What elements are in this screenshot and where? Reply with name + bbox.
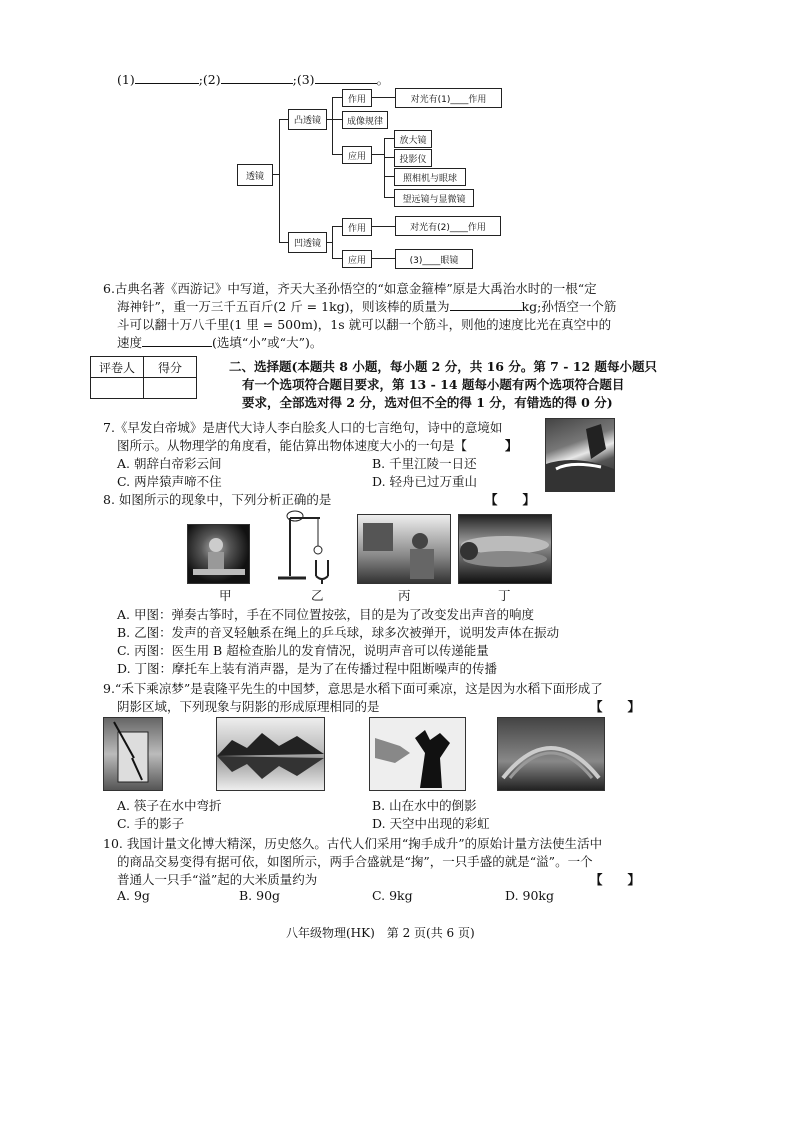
q10-option-c[interactable]: C. 9kg	[372, 888, 413, 903]
q6-line-2: 海神针”，重一万三千五百斤(2 斤 = 1kg)，则该棒的质量为 kg;孙悟空一个筋	[117, 299, 617, 314]
q9-line-1: 9.“禾下乘凉梦”是袁隆平先生的中国梦，意思是水稻下面可乘凉，这是因为水稻下面形成了	[103, 681, 603, 696]
q8-option-c[interactable]: C. 丙图：医生用 B 超检查胎儿的发育情况，说明声音可以传递能量	[117, 643, 489, 658]
q8-ultrasound-photo	[357, 514, 451, 584]
q10-line-1: 10. 我国计量文化博大精深，历史悠久。古代人们采用“掬手成升”的原始计量方法使生活中	[103, 836, 603, 851]
q7-boat-river-photo	[545, 418, 615, 492]
q10-answer-bracket[interactable]: 【 】	[590, 872, 641, 887]
score-cell[interactable]	[144, 378, 197, 399]
node-convex-imaging: 成像规律	[342, 111, 388, 129]
q8-label-bing: 丙	[398, 588, 411, 603]
q9-option-d[interactable]: D. 天空中出现的彩虹	[372, 816, 490, 831]
grader-label: 评卷人	[91, 357, 144, 378]
node-concave-lens: 凹透镜	[288, 232, 327, 253]
node-concave-effect-detail: 对光有(2)____作用	[395, 216, 501, 236]
blank-label-1: (1)	[117, 72, 135, 87]
q8-option-b[interactable]: B. 乙图：发声的音叉轻触系在绳上的乒乓球，球多次被弹开，说明发声体在振动	[117, 625, 560, 640]
node-convex-effect-detail: 对光有(1)____作用	[395, 88, 502, 108]
q10-line-3: 普通人一只手“溢”起的大米质量约为	[117, 872, 318, 887]
node-convex-apply: 应用	[342, 146, 372, 164]
node-app-telescope-microscope: 望远镜与显微镜	[394, 189, 474, 207]
node-concave-effect: 作用	[342, 218, 372, 236]
q8-stem: 8. 如图所示的现象中，下列分析正确的是	[103, 492, 332, 507]
node-concave-apply-detail: (3)____眼镜	[395, 249, 473, 269]
q9-chopstick-photo	[103, 717, 163, 791]
q10-option-d[interactable]: D. 90kg	[505, 888, 555, 903]
q6-answer-blank-2[interactable]	[142, 334, 212, 347]
node-concave-apply: 应用	[342, 250, 372, 268]
q9-option-c[interactable]: C. 手的影子	[117, 816, 185, 831]
blank-label-3: ;(3)	[292, 72, 315, 87]
score-label: 得分	[144, 357, 197, 378]
q6-line-4: 速度 (选填“小”或“大”)。	[117, 335, 323, 350]
q5-blanks-line: (1) ;(2) ;(3) 。	[117, 72, 390, 87]
answer-blank-1[interactable]	[135, 71, 199, 84]
section2-heading-line-2: 有一个选项符合题目要求，第 13 - 14 题每小题有两个选项符合题目	[242, 377, 625, 392]
q9-hand-shadow-photo	[369, 717, 466, 791]
grader-cell[interactable]	[91, 378, 144, 399]
q8-answer-bracket[interactable]: 【 】	[485, 492, 536, 507]
q8-muffler-photo	[458, 514, 552, 584]
q9-answer-bracket[interactable]: 【 】	[590, 699, 641, 714]
q7-line-1: 7.《早发白帝城》是唐代大诗人李白脍炙人口的七言绝句，诗中的意境如	[103, 420, 503, 435]
q8-label-jia: 甲	[219, 588, 232, 603]
q6-line-3: 斗可以翻十万八千里(1 里 = 500m)，1s 就可以翻一个筋斗，则他的速度比光在真空中的	[117, 317, 612, 332]
blank-label-2: ;(2)	[198, 72, 221, 87]
q6-line-1: 6.古典名著《西游记》中写道，齐天大圣孙悟空的“如意金箍棒”原是大禹治水时的一根“定	[103, 281, 597, 296]
node-app-projector: 投影仪	[394, 149, 432, 167]
q10-line-2: 的商品交易变得有据可依，如图所示，两手合盛就是“掬”，一只手盛的就是“溢”。一个	[117, 854, 593, 869]
q7-option-b[interactable]: B. 千里江陵一日还	[372, 456, 477, 471]
score-table	[90, 356, 197, 399]
node-app-camera-eye: 照相机与眼球	[394, 168, 466, 186]
q9-mountain-reflection-photo	[216, 717, 325, 791]
q8-option-a[interactable]: A. 甲图：弹奏古筝时，手在不同位置按弦，目的是为了改变发出声音的响度	[117, 607, 534, 622]
q8-tuning-fork-diagram	[270, 508, 350, 584]
section2-heading-line-3: 要求，全部选对得 2 分，选对但不全的得 1 分，有错选的得 0 分)	[242, 395, 613, 410]
node-convex-lens: 凸透镜	[288, 109, 327, 130]
node-app-magnifier: 放大镜	[394, 130, 432, 148]
q9-option-a[interactable]: A. 筷子在水中弯折	[117, 798, 222, 813]
q7-option-c[interactable]: C. 两岸猿声啼不住	[117, 474, 222, 489]
q7-option-d[interactable]: D. 轻舟已过万重山	[372, 474, 478, 489]
q9-option-b[interactable]: B. 山在水中的倒影	[372, 798, 477, 813]
q10-option-a[interactable]: A. 9g	[117, 888, 150, 903]
node-convex-effect: 作用	[342, 89, 372, 107]
q8-option-d[interactable]: D. 丁图：摩托车上装有消声器，是为了在传播过程中阻断噪声的传播	[117, 661, 498, 676]
q9-rainbow-photo	[497, 717, 605, 791]
q7-option-a[interactable]: A. 朝辞白帝彩云间	[117, 456, 222, 471]
q8-label-yi: 乙	[311, 588, 324, 603]
q8-label-ding: 丁	[498, 588, 511, 603]
q10-option-b[interactable]: B. 90g	[239, 888, 281, 903]
section2-heading-line-1: 二、选择题(本题共 8 小题，每小题 2 分，共 16 分。第 7 - 12 题每小题只	[229, 359, 658, 374]
q9-line-2: 阴影区域，下列现象与阴影的形成原理相同的是	[117, 699, 380, 714]
node-lens: 透镜	[237, 164, 273, 186]
q6-answer-blank-1[interactable]	[450, 298, 522, 311]
answer-blank-2[interactable]	[221, 71, 293, 84]
q8-guzheng-photo	[187, 524, 250, 584]
answer-blank-3[interactable]	[315, 71, 377, 84]
page-footer: 八年级物理(HK) 第 2 页(共 6 页)	[286, 926, 475, 940]
q7-line-2: 图所示。从物理学的角度看，能估算出物体速度大小的一句是【 】	[117, 438, 518, 453]
